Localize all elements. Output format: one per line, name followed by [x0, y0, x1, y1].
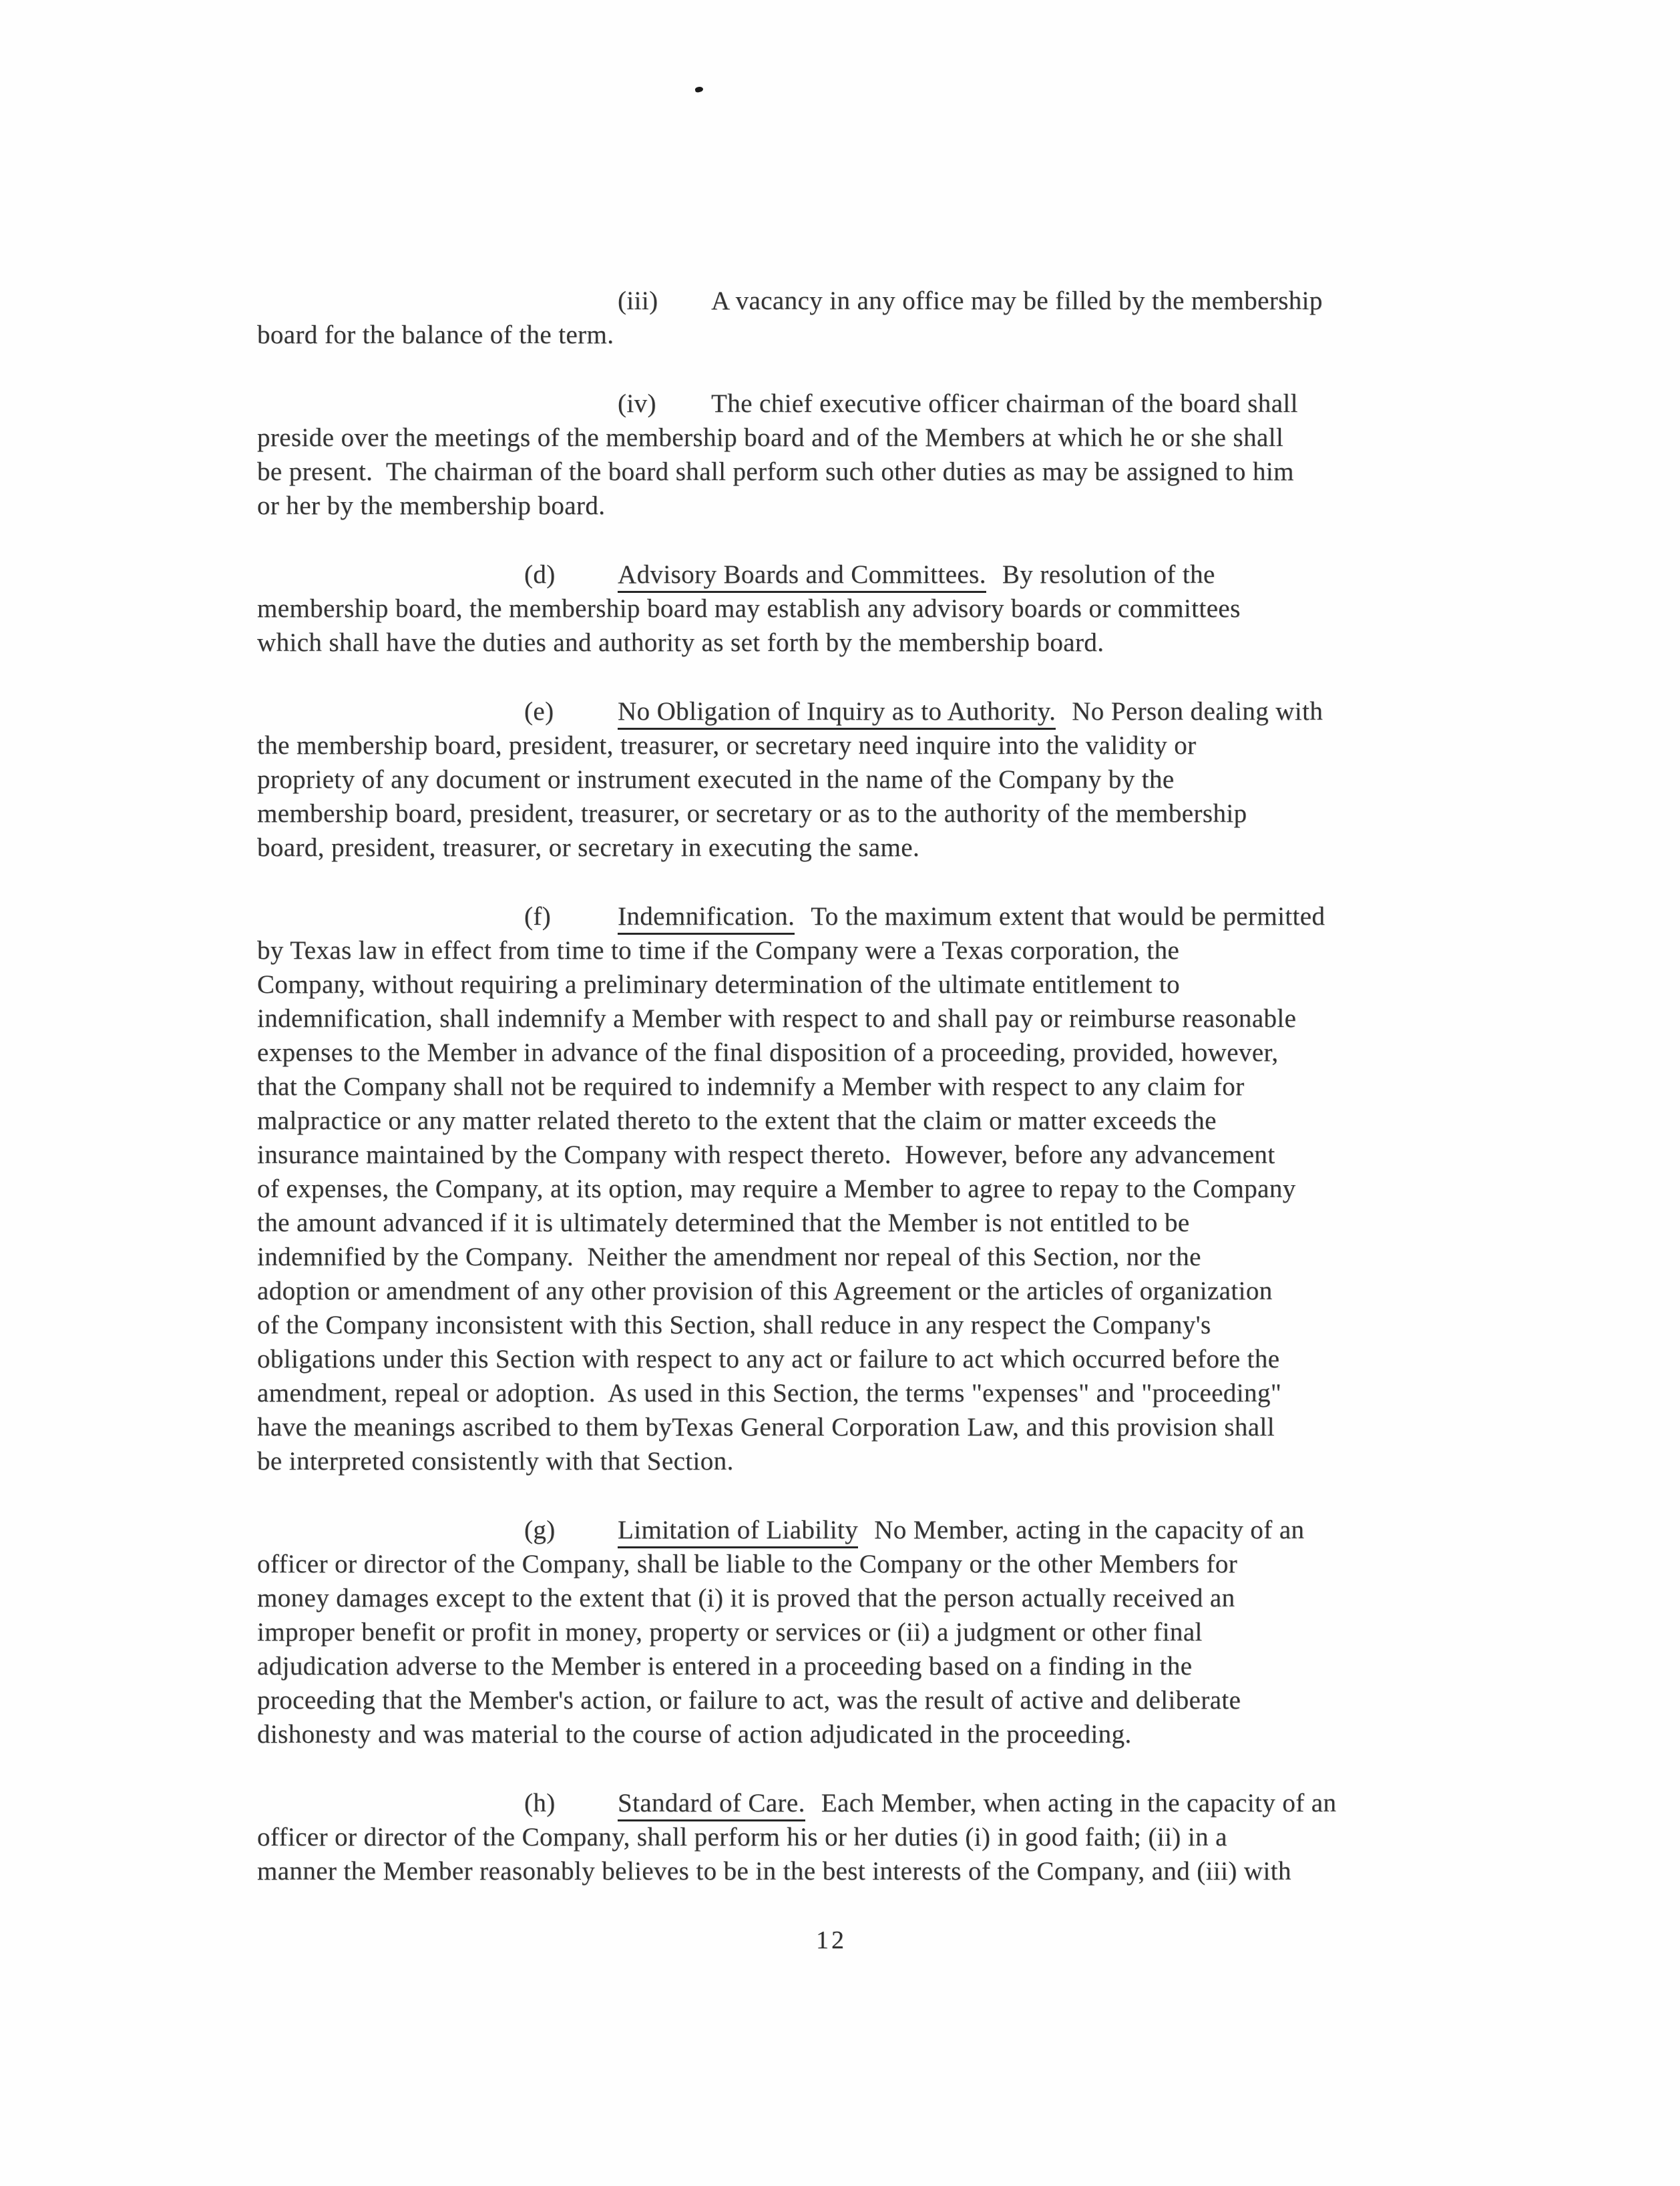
paragraph-first-line — [257, 284, 1459, 318]
paragraph-line: improper benefit or profit in money, property or services or (ii) a judgment or other final — [257, 1618, 1203, 1647]
paragraph-label: (iii) — [618, 286, 658, 315]
section-heading: Standard of Care. — [618, 1789, 805, 1821]
paragraph-line: insurance maintained by the Company with respect thereto. However, before any advancement — [257, 1140, 1275, 1169]
paragraph-label: (e) — [524, 697, 554, 726]
paragraph-line: board, president, treasurer, or secretary in executing the same. — [257, 833, 920, 862]
paragraph-g — [257, 1513, 1459, 1751]
paragraph-line: adoption or amendment of any other provision of this Agreement or the articles of organization — [257, 1277, 1273, 1305]
paragraph-iv — [257, 387, 1459, 523]
paragraph-e — [257, 694, 1459, 865]
paragraph-first-line — [257, 694, 1459, 728]
paragraph-line: membership board, the membership board may establish any advisory boards or committees — [257, 594, 1241, 623]
paragraph-line: be interpreted consistently with that Section. — [257, 1447, 734, 1476]
paragraph-first-line — [257, 1513, 1459, 1547]
paragraph-first-line — [257, 1786, 1459, 1820]
paragraph-text: Each Member, when acting in the capacity of an — [821, 1789, 1337, 1817]
paragraph-text: A vacancy in any office may be filled by the membership — [711, 286, 1323, 315]
paragraph-text: The chief executive officer chairman of the board shall — [711, 389, 1298, 418]
paragraph-iii — [257, 284, 1459, 352]
paragraph-h — [257, 1786, 1459, 1888]
paragraph-line: by Texas law in effect from time to time if the Company were a Texas corporation, the — [257, 936, 1180, 965]
paragraph-line: indemnification, shall indemnify a Member with respect to and shall pay or reimburse reasonable — [257, 1004, 1297, 1033]
paragraph-line: indemnified by the Company. Neither the amendment nor repeal of this Section, nor the — [257, 1243, 1201, 1271]
paragraph-line: amendment, repeal or adoption. As used in this Section, the terms "expenses" and "proceeding" — [257, 1379, 1282, 1407]
paragraph-first-line — [257, 558, 1459, 592]
paragraph-line: officer or director of the Company, shall be liable to the Company or the other Members for — [257, 1550, 1238, 1578]
scan-speck-artifact — [694, 86, 703, 93]
paragraph-text: No Person dealing with — [1072, 697, 1323, 726]
paragraph-text: To the maximum extent that would be permitted — [811, 902, 1325, 931]
paragraph-line: propriety of any document or instrument executed in the name of the Company by the — [257, 765, 1175, 794]
paragraph-line: proceeding that the Member's action, or failure to act, was the result of active and deliberate — [257, 1686, 1241, 1715]
section-heading: Indemnification. — [618, 902, 795, 935]
section-heading: Limitation of Liability — [618, 1516, 858, 1548]
paragraph-line: officer or director of the Company, shall perform his or her duties (i) in good faith; (ii) in a — [257, 1823, 1227, 1851]
paragraph-line: that the Company shall not be required to indemnify a Member with respect to any claim for — [257, 1072, 1245, 1101]
paragraph-line: be present. The chairman of the board shall perform such other duties as may be assigned to him — [257, 457, 1294, 486]
paragraph-label: (g) — [524, 1516, 556, 1544]
paragraph-line: of expenses, the Company, at its option, may require a Member to agree to repay to the Company — [257, 1174, 1296, 1203]
section-heading: Advisory Boards and Committees. — [618, 560, 986, 593]
paragraph-line: malpractice or any matter related thereto to the extent that the claim or matter exceeds the — [257, 1106, 1217, 1135]
paragraph-line: Company, without requiring a preliminary determination of the ultimate entitlement to — [257, 970, 1181, 999]
paragraph-line: expenses to the Member in advance of the final disposition of a proceeding, provided, however, — [257, 1038, 1279, 1067]
paragraph-line: money damages except to the extent that (i) it is proved that the person actually received an — [257, 1584, 1235, 1612]
paragraph-line: membership board, president, treasurer, or secretary or as to the authority of the membership — [257, 799, 1247, 828]
paragraph-line: the membership board, president, treasurer, or secretary need inquire into the validity or — [257, 731, 1197, 760]
paragraph-line: or her by the membership board. — [257, 491, 606, 520]
document-body — [257, 284, 1459, 1923]
paragraph-text: No Member, acting in the capacity of an — [874, 1516, 1305, 1544]
page-number: 12 — [816, 1926, 847, 1954]
paragraph-first-line — [257, 387, 1459, 421]
paragraph-f — [257, 899, 1459, 1478]
paragraph-line: have the meanings ascribed to them byTexas General Corporation Law, and this provision shall — [257, 1413, 1275, 1442]
paragraph-line: obligations under this Section with respect to any act or failure to act which occurred before the — [257, 1345, 1280, 1373]
paragraph-line: the amount advanced if it is ultimately determined that the Member is not entitled to be — [257, 1209, 1190, 1237]
paragraph-label: (d) — [524, 560, 556, 589]
paragraph-line: dishonesty and was material to the course of action adjudicated in the proceeding. — [257, 1720, 1132, 1749]
paragraph-line: board for the balance of the term. — [257, 320, 614, 349]
section-heading: No Obligation of Inquiry as to Authority. — [618, 697, 1056, 730]
paragraph-label: (f) — [524, 902, 552, 931]
paragraph-d — [257, 558, 1459, 660]
paragraph-label: (h) — [524, 1789, 556, 1817]
paragraph-line: preside over the meetings of the membership board and of the Members at which he or she shall — [257, 423, 1284, 452]
paragraph-line: adjudication adverse to the Member is entered in a proceeding based on a finding in the — [257, 1652, 1193, 1681]
paragraph-first-line — [257, 899, 1459, 933]
paragraph-line: which shall have the duties and authority as set forth by the membership board. — [257, 628, 1104, 657]
paragraph-label: (iv) — [618, 389, 656, 418]
paragraph-line: manner the Member reasonably believes to be in the best interests of the Company, and (iii) with — [257, 1857, 1291, 1886]
paragraph-line: of the Company inconsistent with this Section, shall reduce in any respect the Company's — [257, 1311, 1211, 1339]
paragraph-text: By resolution of the — [1002, 560, 1215, 589]
